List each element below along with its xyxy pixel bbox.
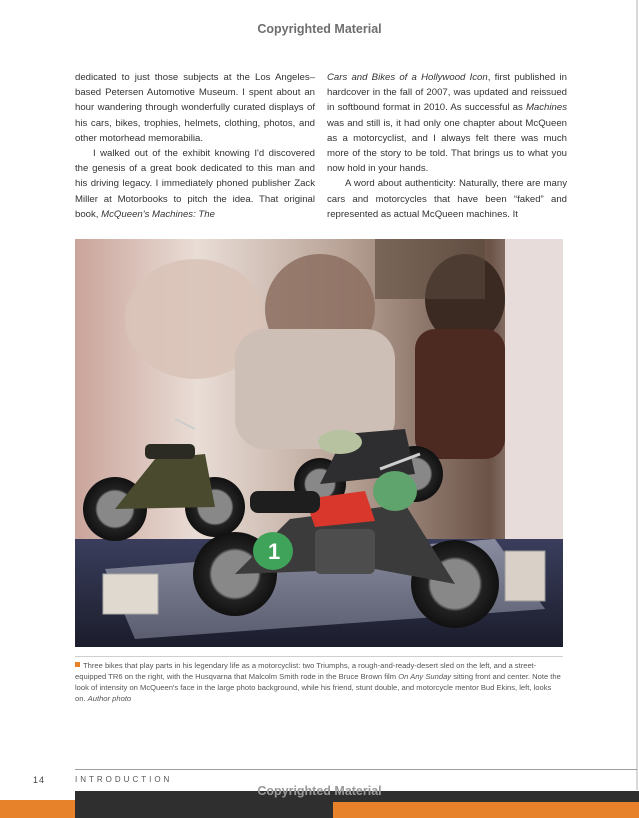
page-edge-rule [636, 0, 638, 790]
footer-accent-right [333, 802, 639, 818]
footer-accent-left [0, 800, 75, 818]
photo-frame-left [103, 574, 158, 614]
exhibit-photo [75, 239, 563, 647]
film-title: On Any Sunday [398, 672, 452, 681]
caption-marker-icon [75, 662, 80, 667]
paragraph: I walked out of the exhibit knowing I'd discovered the genesis of a great book dedicated to this man and his driving legacy. I immediately phoned publisher Zack Miller at Motorbooks to pitch the idea. That original book, McQueen's Machines: The [75, 148, 315, 220]
paragraph: dedicated to just those subjects at the Los Angeles–based Petersen Automotive Museum. I spent about an hour wandering through wonderfully curated displays of his cars, bikes, trophies, helmets, clothing, photos, and other motorhead memorabilia. [75, 72, 315, 144]
mural-figure-right-shirt [415, 329, 505, 459]
photo-caption: Three bikes that play parts in his legendary life as a motorcyclist: two Triumphs, a rough-and-ready-desert sled on the left, and a street-equipped TR6 on the right, with the Husqvarna that Malcolm Smith rode in the Bruce Brown film On Any Sunday sitting front and center. Note the look of intensity on McQueen's face in the large photo background, while his friend, stunt double, and motorcycle mentor Bud Ekins, left, looks on. Author photo [75, 661, 561, 703]
caption-rule [75, 656, 563, 657]
number-plate-digit: 1 [268, 539, 281, 564]
book-title: Cars and Bikes of a Hollywood Icon [327, 72, 488, 83]
photo-credit: Author photo [87, 694, 132, 703]
book-title: McQueen's Machines: The [101, 208, 215, 220]
right-text-column [327, 70, 567, 222]
right-wall [505, 239, 563, 539]
mural-foliage [375, 239, 485, 299]
copyright-watermark-bottom: Copyrighted Material [257, 784, 382, 798]
footer-rule [75, 769, 637, 770]
book-short-title: Machines [525, 102, 567, 114]
number-plate-front [373, 471, 417, 511]
paragraph: Cars and Bikes of a Hollywood Icon, first published in hardcover in the fall of 2007, was updated and reissued in softbound format in 2010. As successful as Machines was and still is, it had only one chapter about McQueen as a motorcyclist, and I always felt there was much more of the story to be told. That brings us to what you now hold in your hands. [327, 72, 568, 175]
section-label: INTRODUCTION [75, 775, 173, 784]
copyright-watermark-top: Copyrighted Material [257, 22, 382, 36]
mural-figure-center-shirt [235, 329, 395, 449]
left-text-column [75, 70, 315, 222]
page-number: 14 [33, 775, 46, 785]
paragraph: A word about authenticity: Naturally, there are many cars and motorcycles that have been “faked” and represented as actual McQueen machines. It [327, 178, 567, 220]
photo-frame-right [505, 551, 545, 601]
